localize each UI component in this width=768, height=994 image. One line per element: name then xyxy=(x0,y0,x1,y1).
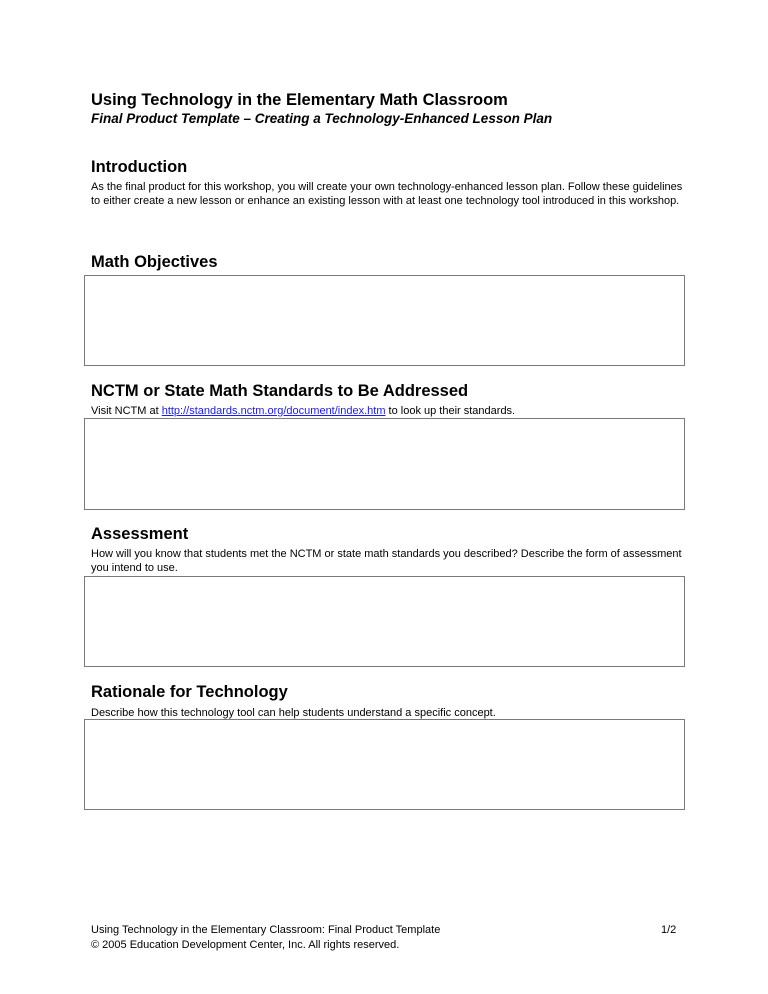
introduction-text: As the final product for this workshop, you will create your own technology-enhanced lesson plan. Follow these guidelines to either create a new lesson or enhance an existing lesson with at least one technology tool introduced in this workshop. xyxy=(91,181,683,207)
document-title: Using Technology in the Elementary Math Classroom xyxy=(91,91,508,109)
footer-title: Using Technology in the Elementary Classroom: Final Product Template xyxy=(91,924,441,936)
standards-heading: NCTM or State Math Standards to Be Addressed xyxy=(91,382,469,400)
page-number: 1/2 xyxy=(661,924,677,936)
footer-copyright: © 2005 Education Development Center, Inc. All rights reserved. xyxy=(91,939,400,951)
footer xyxy=(91,923,440,953)
standards-text-after: to look up their standards. xyxy=(385,405,516,417)
document-subtitle: Final Product Template – Creating a Technology-Enhanced Lesson Plan xyxy=(91,111,553,126)
introduction-heading: Introduction xyxy=(91,158,188,176)
assessment-box[interactable] xyxy=(84,576,685,667)
assessment-heading: Assessment xyxy=(91,525,189,543)
standards-box[interactable] xyxy=(84,418,685,510)
rationale-text: Describe how this technology tool can help students understand a specific concept. xyxy=(91,707,496,719)
nctm-standards-link[interactable]: http://standards.nctm.org/document/index.htm xyxy=(161,405,386,417)
assessment-text: How will you know that students met the NCTM or state math standards you described? Describe the form of assessment you intend to use. xyxy=(91,548,682,574)
standards-text xyxy=(91,404,691,418)
math-objectives-heading: Math Objectives xyxy=(91,253,218,271)
rationale-heading: Rationale for Technology xyxy=(91,683,288,701)
standards-text-before: Visit NCTM at xyxy=(91,405,162,417)
rationale-box[interactable] xyxy=(84,719,685,810)
math-objectives-box[interactable] xyxy=(84,275,685,366)
